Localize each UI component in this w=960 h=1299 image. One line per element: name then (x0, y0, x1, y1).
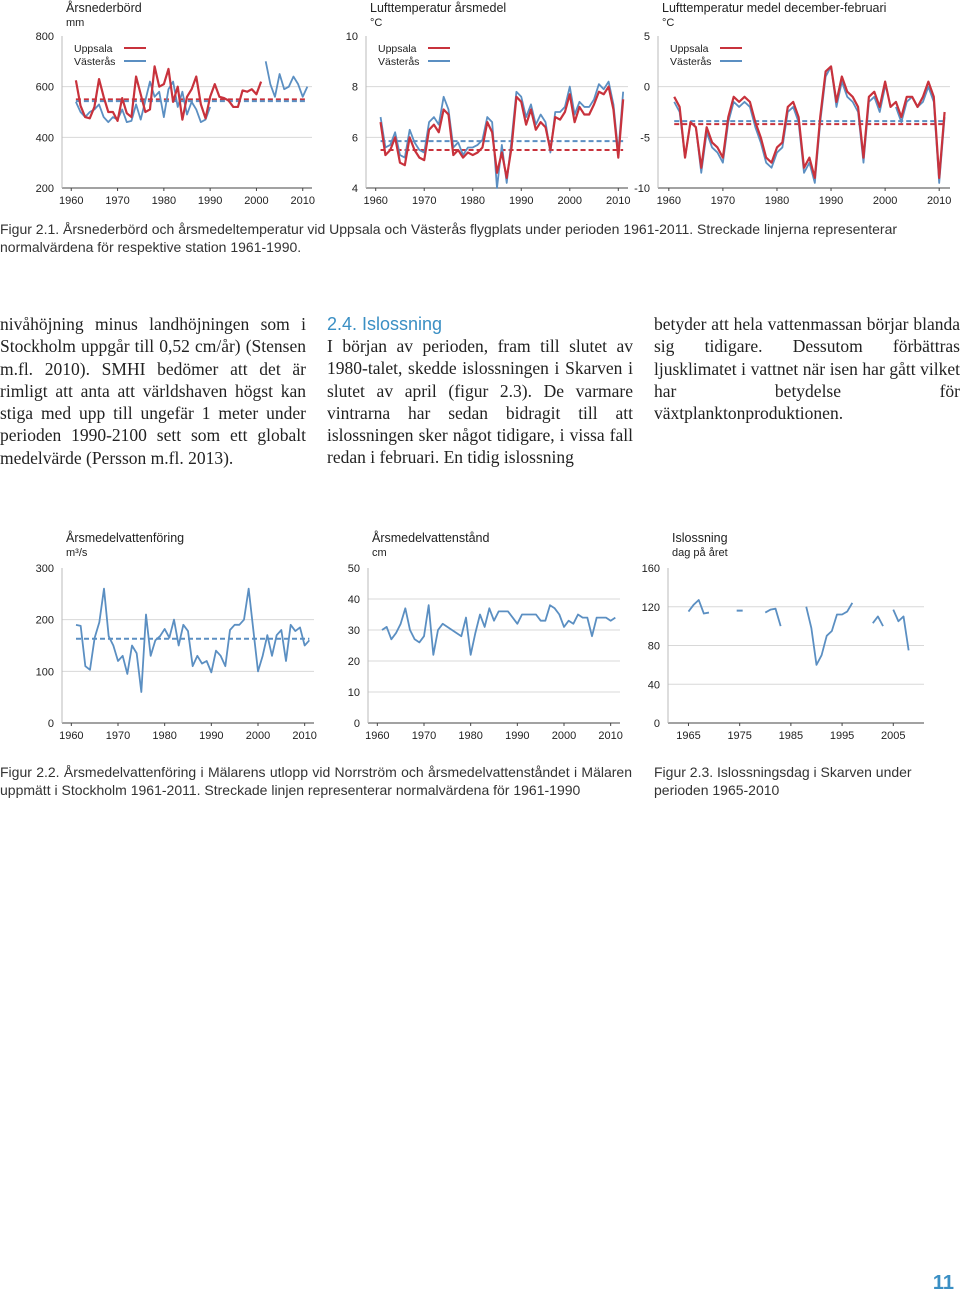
x-tick-label: 1960 (59, 195, 84, 207)
y-tick-label: 40 (647, 679, 660, 692)
chart-unit: m³/s (66, 547, 88, 559)
figure-2-1-caption: Figur 2.1. Årsnederbörd och årsmedeltemperatur vid Uppsala och Västerås flygplats under perioden 1961-2011. Streckade linjerna representerar normalvärdena för respektive station 1961-1990. (0, 221, 898, 255)
chart-svg (0, 530, 320, 750)
series-line (674, 66, 944, 177)
x-tick-label: 2005 (881, 730, 906, 742)
y-tick-label: 5 (643, 31, 650, 43)
chart-svg (330, 530, 630, 750)
chart-title: Lufttemperatur årsmedel (370, 1, 507, 15)
chart-svg (0, 0, 320, 210)
y-tick-label: 0 (653, 718, 660, 730)
chart-svg (636, 0, 960, 210)
chart-unit: dag på året (672, 547, 728, 559)
x-tick-label: 1970 (105, 195, 130, 207)
x-tick-label: 1990 (818, 195, 844, 207)
text-column-3 (654, 313, 960, 424)
y-tick-label: 160 (641, 563, 660, 575)
x-tick-label: 2000 (557, 195, 583, 207)
x-tick-label: 1980 (152, 730, 177, 742)
legend-label: Västerås (74, 56, 116, 68)
y-tick-label: 40 (347, 594, 360, 606)
text-column-2 (327, 313, 633, 469)
x-tick-label: 2010 (292, 730, 317, 742)
series-line (76, 589, 309, 692)
chart-title: Årsmedelvattenföring (66, 531, 185, 545)
figure-2-3-caption: Figur 2.3. Islossningsdag i Skarven under perioden 1965-2010 (654, 764, 912, 798)
x-tick-label: 1995 (829, 730, 855, 742)
figure-2-2-caption: Figur 2.2. Årsmedelvattenföring i Mälarens utlopp vid Norrström och årsmedelvattenståndet i Mälaren uppmätt i Stockholm 1961-2011. Streckade linjen representerar normalvärdena för 1961-1990 (0, 764, 632, 798)
paragraph-sea-level: nivåhöjning minus landhöjningen som i Stockholm uppgår till 0,52 cm/år) (Stensen m.fl. 2010). SMHI bedömer att det är rimligt att anta att världshaven högst kan stiga med upp till ungefär 1 meter under perioden 1990-2100 sett som ett globalt medelvärde (Persson m.fl. 2013). (0, 314, 306, 468)
x-tick-label: 1960 (59, 730, 84, 742)
text-column-1 (0, 313, 306, 469)
chart-precipitation (0, 0, 320, 210)
x-tick-label: 2000 (245, 730, 271, 742)
x-tick-label: 2010 (290, 195, 315, 207)
x-tick-label: 1970 (105, 730, 131, 742)
y-tick-label: 200 (35, 183, 54, 195)
chart-title: Islossning (672, 531, 728, 545)
chart-annual-temperature (318, 0, 638, 210)
y-tick-label: 300 (35, 563, 54, 575)
y-tick-label: -5 (640, 132, 650, 145)
x-tick-label: 2000 (244, 195, 269, 207)
paragraph-light-climate: betyder att hela vattenmassan börjar blanda sig tidigare. Dessutom förbättras ljusklimatet i vattnet när isen har gått vilket har betydelse för växtplanktonproduktionen. (654, 314, 960, 424)
x-tick-label: 1980 (764, 195, 790, 207)
chart-water-flow (0, 530, 320, 750)
y-tick-label: 400 (35, 132, 54, 145)
chart-title: Årsmedelvattenstånd (372, 531, 490, 545)
y-tick-label: 10 (347, 687, 360, 699)
y-tick-label: 800 (35, 31, 54, 43)
x-tick-label: 1970 (411, 730, 437, 742)
legend-label: Uppsala (670, 43, 709, 55)
section-heading-islossning: 2.4. Islossning (327, 314, 443, 334)
chart-unit: °C (662, 17, 675, 29)
series-line (806, 603, 852, 665)
y-tick-label: 600 (35, 81, 54, 94)
x-tick-label: 1990 (199, 730, 224, 742)
chart-winter-temperature (636, 0, 960, 210)
chart-unit: cm (372, 547, 387, 559)
series-line (381, 87, 624, 178)
x-tick-label: 1975 (727, 730, 752, 742)
y-tick-label: 0 (643, 81, 650, 94)
x-tick-label: 2010 (606, 195, 631, 207)
page-number: 11 (932, 1272, 954, 1294)
x-tick-label: 1980 (458, 730, 483, 742)
x-tick-label: 1960 (363, 195, 388, 207)
y-tick-label: 4 (351, 183, 358, 195)
x-tick-label: 2010 (926, 195, 952, 207)
legend-label: Västerås (670, 56, 712, 68)
x-tick-label: 1970 (710, 195, 736, 207)
x-tick-label: 1985 (778, 730, 804, 742)
x-tick-label: 2000 (872, 195, 898, 207)
x-tick-label: 1960 (365, 730, 390, 742)
x-tick-label: 1990 (509, 195, 534, 207)
y-tick-label: 200 (35, 614, 54, 627)
y-tick-label: 50 (347, 563, 360, 575)
x-tick-label: 1990 (505, 730, 530, 742)
y-tick-label: 20 (347, 656, 360, 668)
x-tick-label: 2000 (551, 730, 577, 742)
chart-svg (318, 0, 638, 210)
x-tick-label: 1980 (151, 195, 177, 207)
y-tick-label: 120 (641, 601, 660, 614)
legend-label: Västerås (378, 56, 420, 68)
chart-svg (634, 530, 924, 750)
series-line (266, 61, 308, 96)
x-tick-label: 1970 (411, 195, 437, 207)
y-tick-label: 30 (347, 625, 360, 637)
series-line (893, 610, 908, 651)
x-tick-label: 1990 (197, 195, 223, 207)
paragraph-ice-out: I början av perioden, fram till slutet av 1980-talet, skedde islossningen i Skarven i slutet av april (figur 2.3). De varmare vintrarna har sedan bidragit till att islossningen sker något tidigare, i vissa fall redan i februari. En tidig islossning (327, 336, 633, 468)
chart-water-level (330, 530, 630, 750)
series-line (873, 616, 883, 626)
x-tick-label: 1960 (656, 195, 682, 207)
y-tick-label: 6 (351, 132, 358, 145)
x-tick-label: 1965 (676, 730, 701, 742)
chart-unit: mm (66, 17, 85, 29)
series-line (381, 82, 624, 188)
y-tick-label: 0 (353, 718, 360, 730)
x-tick-label: 1980 (460, 195, 485, 207)
chart-unit: °C (370, 17, 383, 29)
y-tick-label: -10 (634, 183, 650, 195)
legend-label: Uppsala (74, 43, 113, 55)
y-tick-label: 80 (647, 640, 660, 653)
series-line (765, 609, 780, 626)
y-tick-label: 0 (47, 718, 54, 730)
chart-ice-out-day (634, 530, 924, 750)
chart-title: Årsnederbörd (66, 1, 142, 15)
x-tick-label: 2010 (598, 730, 623, 742)
y-tick-label: 100 (35, 666, 54, 679)
y-tick-label: 10 (345, 31, 358, 43)
legend-label: Uppsala (378, 43, 417, 55)
chart-title: Lufttemperatur medel december-februari (662, 1, 887, 15)
y-tick-label: 8 (351, 81, 358, 94)
